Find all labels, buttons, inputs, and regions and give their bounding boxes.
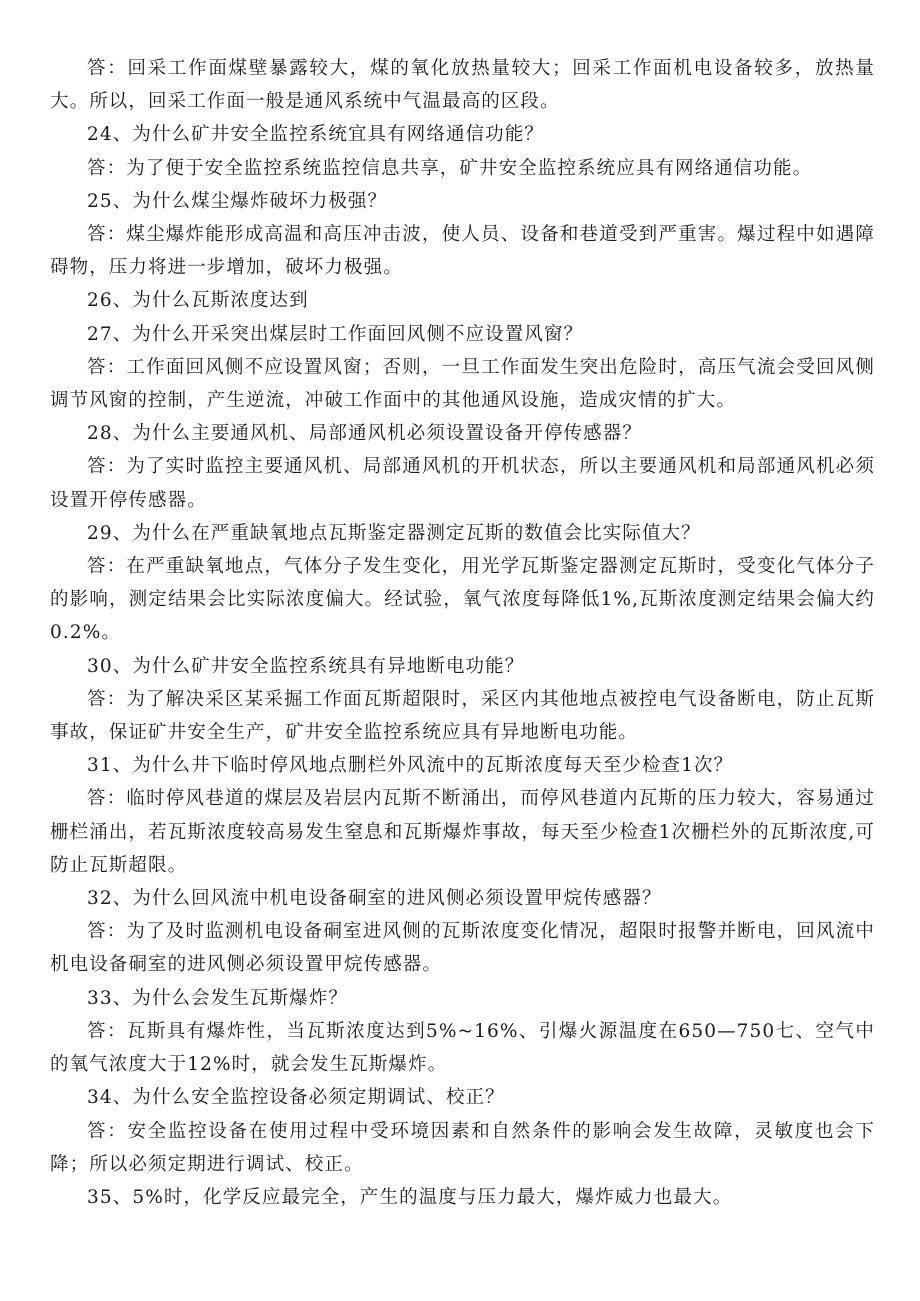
question-34: 34、为什么安全监控设备必须定期调试、校正？	[87, 1087, 505, 1109]
question-31: 31、为什么井下临时停风地点删栏外风流中的瓦斯浓度每天至少检查1次？	[87, 755, 734, 777]
answer-30: 答：为了解决采区某采掘工作面瓦斯超限时，采区内其他地点被控电气设备断电，防止瓦斯事故，保证矿井安全生产，矿井安全监控系统应具有异地断电功能。	[50, 688, 875, 744]
question-33: 33、为什么会发生瓦斯爆炸？	[87, 987, 348, 1009]
answer-27: 答：工作面回风侧不应设置风窗；否则，一旦工作面发生突出危险时，高压气流会受回风侧调节风窗的控制，产生逆流，冲破工作面中的其他通风设施，造成灾情的扩大。	[50, 356, 875, 412]
answer-33: 答：瓦斯具有爆炸性，当瓦斯浓度达到5%~16%、引爆火源温度在650—750七、空气中的氧气浓度大于12%时，就会发生瓦斯爆炸。	[50, 1020, 875, 1076]
answer-29: 答：在严重缺氧地点，气体分子发生变化，用光学瓦斯鉴定器测定瓦斯时，受变化气体分子的影响，测定结果会比实际浓度偏大。经试验，氧气浓度每降低1%,瓦斯浓度测定结果会偏大约0.2%。	[50, 556, 875, 644]
question-28: 28、为什么主要通风机、局部通风机必须设置设备开停传感器？	[87, 423, 642, 445]
answer-31: 答：临时停风巷道的煤层及岩层内瓦斯不断涌出，而停风巷道内瓦斯的压力较大，容易通过栅栏涌出，若瓦斯浓度较高易发生窒息和瓦斯爆炸事故，每天至少检查1次栅栏外的瓦斯浓度,可防止瓦斯超限。	[50, 788, 875, 876]
answer-28: 答：为了实时监控主要通风机、局部通风机的开机状态，所以主要通风机和局部通风机必须设置开停传感器。	[50, 456, 875, 511]
answer-paragraph: 答：回采工作面煤壁暴露较大，煤的氧化放热量较大；回采工作面机电设备较多，放热量大。所以，回采工作面一般是通风系统中气温最高的区段。	[50, 58, 875, 113]
question-24: 24、为什么矿井安全监控系统宜具有网络通信功能？	[87, 124, 544, 146]
question-27: 27、为什么开采突出煤层时工作面回风侧不应设置风窗？	[87, 323, 584, 345]
answer-32: 答：为了及时监测机电设备硐室进风侧的瓦斯浓度变化情况，超限时报警并断电，回风流中机电设备硐室的进风侧必须设置甲烷传感器。	[50, 921, 875, 976]
question-25: 25、为什么煤尘爆炸破坏力极强？	[87, 190, 388, 212]
answer-34: 答：安全监控设备在使用过程中受环境因素和自然条件的影响会发生故障，灵敏度也会下降；所以必须定期进行调试、校正。	[50, 1120, 875, 1175]
question-26: 26、为什么瓦斯浓度达到	[87, 290, 309, 312]
question-29: 29、为什么在严重缺氧地点瓦斯鉴定器测定瓦斯的数值会比实际值大？	[87, 522, 701, 544]
document-body	[50, 52, 875, 1214]
answer-24: 答：为了便于安全监控系统监控信息共享，矿井安全监控系统应具有网络通信功能。	[87, 157, 813, 179]
question-32: 32、为什么回风流中机电设备硐室的进风侧必须设置甲烷传感器？	[87, 888, 662, 910]
answer-25: 答：煤尘爆炸能形成高温和高压冲击波，使人员、设备和巷道受到严重害。爆过程中如遇障碍物，压力将进一步增加，破坏力极强。	[50, 224, 875, 279]
question-30: 30、为什么矿井安全监控系统具有异地断电功能？	[87, 655, 525, 677]
question-35: 35、5%时，化学反应最完全，产生的温度与压力最大，爆炸威力也最大。	[87, 1186, 733, 1208]
